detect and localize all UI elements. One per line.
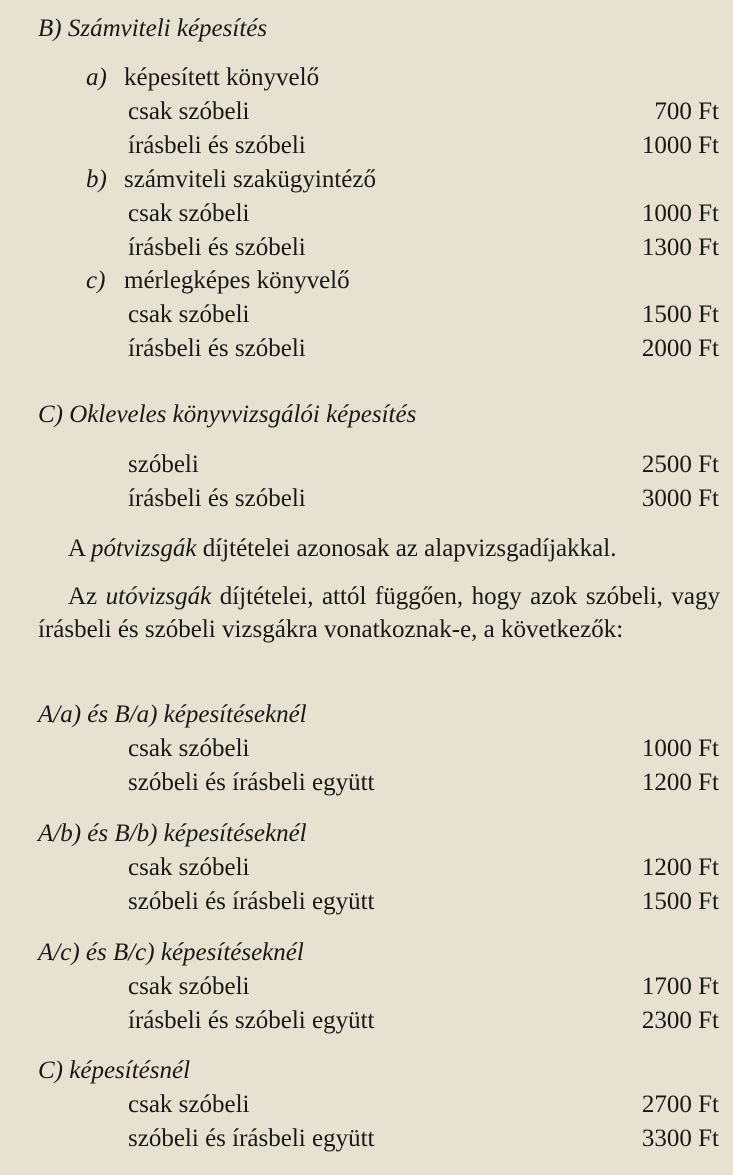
paragraph-follow-up-fees: Az utóvizsgák díjtételei, attól függően, hogy azok szóbeli, vagy írásbeli és szóbeli vizsgákra vonatkoznak-e, a következők: bbox=[38, 583, 720, 643]
document-page: B) Számviteli képesítés a) képesített könyvelő csak szóbeli 700 Ft írásbeli és szóbeli 1000 Ft b) számviteli szakügyintéző csak szóbeli 1000 Ft írásbeli és szóbeli 1300 Ft c) mérlegképes könyvelő csak szóbeli 1500 Ft írásbeli és szóbeli 2000 Ft C) Okleveles könyvvizsgálói képesítés szóbeli 2500 Ft írásbeli és szóbeli 3000 Ft A pótvizsgák díjtételei azonosak az alapvizsgadíjakkal. Az utóvizsgák díjtételei, attól függően, hogy azok szóbeli, vagy írásbeli és szóbeli vizsgákra vonatkoznak-e, a következők: A/a) és B/a) képesítéseknél csak szóbeli 1000 Ft szóbeli és írásbeli együtt 1200 Ft A/b) és B/b) képesítéseknél csak szóbeli 1200 Ft szóbeli és írásbeli együtt 1500 Ft A/c) és B/c) képesítéseknél csak szóbeli 1700 Ft írásbeli és szóbeli együtt 2300 Ft C) képesítésnél csak szóbeli 2700 Ft szóbeli és írásbeli együtt 3300 Ft bbox=[38, 15, 720, 1152]
paragraph-retake-fees: A pótvizsgák díjtételei azonosak az alapvizsgadíjakkal. bbox=[68, 535, 617, 562]
